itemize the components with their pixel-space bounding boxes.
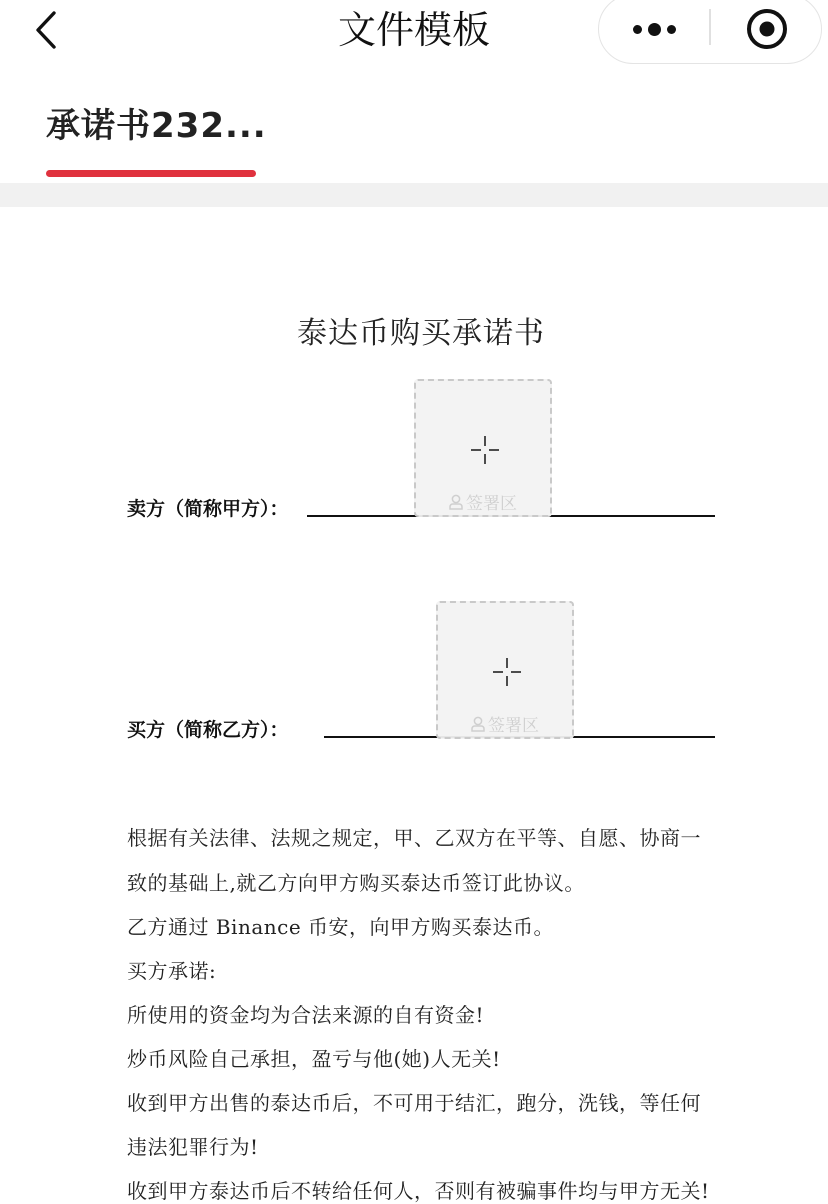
signature-hint-text: 签署区 bbox=[466, 494, 517, 514]
buyer-label: 买方（简称乙方）： bbox=[127, 719, 289, 741]
paragraph-line: 收到甲方出售的泰达币后，不可用于结汇，跑分，洗钱，等任何 bbox=[127, 1091, 701, 1115]
seller-signature-area[interactable] bbox=[414, 379, 552, 517]
paragraph-line: 收到甲方泰达币后不转给任何人，否则有被骗事件均与甲方无关! bbox=[127, 1179, 710, 1203]
person-icon bbox=[471, 716, 485, 732]
section-divider bbox=[0, 183, 828, 207]
paragraph-line: 根据有关法律、法规之规定，甲、乙双方在平等、自愿、协商一 bbox=[127, 826, 701, 850]
more-button[interactable] bbox=[599, 0, 709, 63]
more-dots-icon bbox=[633, 23, 676, 36]
signature-hint bbox=[416, 489, 550, 514]
paragraph-line: 乙方通过 Binance 币安，向甲方购买泰达币。 bbox=[127, 915, 555, 939]
signature-hint bbox=[438, 711, 572, 736]
tab-document[interactable] bbox=[46, 104, 267, 148]
close-mini-program-button[interactable] bbox=[711, 0, 823, 63]
seller-label: 卖方（简称甲方）： bbox=[127, 498, 289, 520]
paragraph-line: 所使用的资金均为合法来源的自有资金! bbox=[127, 1003, 485, 1027]
crosshair-icon bbox=[492, 657, 522, 687]
paragraph-line: 炒币风险自己承担，盈亏与他(她)人无关! bbox=[127, 1047, 501, 1071]
crosshair-icon bbox=[470, 435, 500, 465]
paragraph-line: 买方承诺: bbox=[127, 959, 217, 983]
tab-label: 承诺书232... bbox=[46, 106, 267, 146]
tab-active-indicator bbox=[46, 170, 256, 177]
page-title: 文件模板 bbox=[337, 8, 490, 52]
nav-bar bbox=[0, 0, 828, 64]
target-circle-icon bbox=[745, 7, 789, 51]
signature-hint-text: 签署区 bbox=[488, 716, 539, 736]
person-icon bbox=[449, 494, 463, 510]
buyer-signature-area[interactable] bbox=[436, 601, 574, 739]
paragraph-line: 违法犯罪行为! bbox=[127, 1135, 259, 1159]
mini-program-capsule bbox=[598, 0, 822, 64]
paragraph-line: 致的基础上,就乙方向甲方购买泰达币签订此协议。 bbox=[127, 871, 585, 895]
document-title: 泰达币购买承诺书 bbox=[297, 316, 545, 351]
